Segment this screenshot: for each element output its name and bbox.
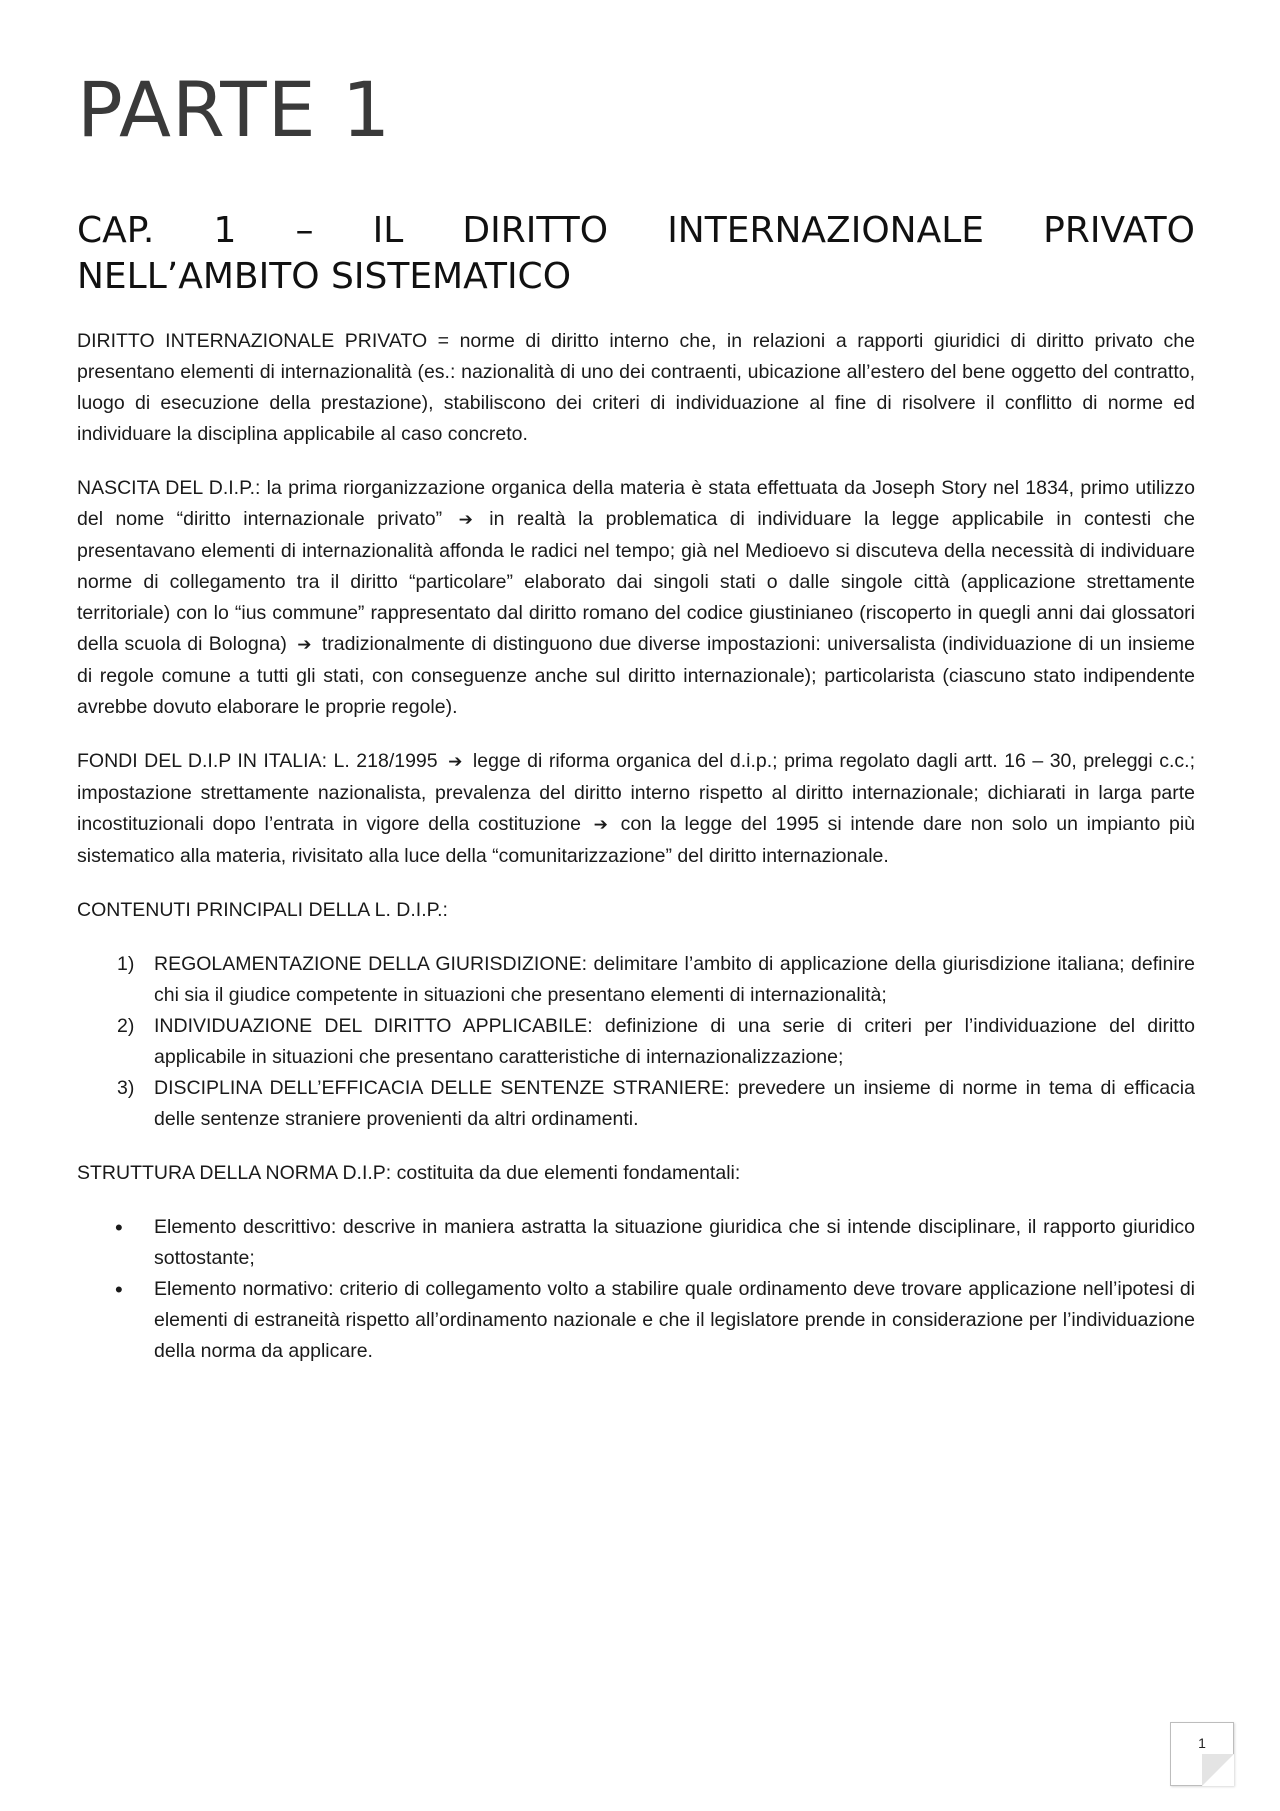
list-item [77,1011,1195,1073]
list-marker: 2) [117,1015,135,1037]
list-item-text: INDIVIDUAZIONE DEL DIRITTO APPLICABILE: definizione di una serie di criteri per l’individuazione del diritto applicabile in situazioni che presentano caratteristiche di internazionalizzazione; [154,1015,1195,1068]
list-item [77,1212,1195,1274]
chapter-title-line-2: NELL’AMBITO SISTEMATICO [77,256,572,297]
list-item [77,949,1195,1011]
arrow-right-icon: ➔ [448,752,463,772]
chapter-word: INTERNAZIONALE [667,210,985,251]
numbered-list [77,949,1195,1135]
list-marker: 1) [117,953,135,975]
list-item-text: DISCIPLINA DELL’EFFICACIA DELLE SENTENZE STRANIERE: prevedere un insieme di norme in tema di efficacia delle sentenze straniere provenienti da altri ordinamenti. [154,1077,1195,1130]
chapter-word: CAP. [77,210,155,251]
bullet-icon: • [115,1215,123,1240]
list-marker: 3) [117,1077,135,1099]
arrow-right-icon: ➔ [297,635,312,655]
paragraph-definition: DIRITTO INTERNAZIONALE PRIVATO = norme di diritto interno che, in relazioni a rapporti giuridici di diritto privato che presentano elementi di internazionalità (es.: nazionalità di uno dei contraenti, ubicazione all’estero del bene oggetto del contratto, luogo di esecuzione della prestazione), stabiliscono dei criteri di individuazione al fine di risolvere il conflitto di norme ed individuare la disciplina applicabile al caso concreto. [77,330,1195,445]
arrow-right-icon: ➔ [593,815,608,835]
chapter-word: PRIVATO [1043,210,1195,251]
bullet-icon: • [115,1277,123,1302]
paragraph-text: legge di riforma organica del d.i.p.; prima regolato dagli artt. 16 – 30, preleggi c.c.; impostazione strettamente nazionalista, prevalenza del diritto interno rispetto al diritto internazionale; dichiarati in larga parte incostituzionali dopo l’entrata in vigore della costituzione [77,750,1195,835]
chapter-word: – [295,210,314,251]
paragraph-text: con la legge del 1995 si intende dare non solo un impianto più sistematico alla materia, rivisitato alla luce della “comunitarizzazione” del diritto internazionale. [77,813,1196,867]
page-number [1170,1722,1234,1786]
page-curl-icon [1202,1754,1234,1786]
list-item [77,1274,1195,1367]
paragraph-struttura-heading: STRUTTURA DELLA NORMA D.I.P: costituita da due elementi fondamentali: [77,1162,741,1184]
list-item-text: REGOLAMENTAZIONE DELLA GIURISDIZIONE: delimitare l’ambito di applicazione della giurisdizione italiana; definire chi sia il giudice competente in situazioni che presentano elementi di internazionalità; [154,953,1195,1006]
chapter-word: IL [372,210,404,251]
arrow-right-icon: ➔ [458,510,473,530]
document-body [77,326,1195,1390]
list-item-text: Elemento descrittivo: descrive in maniera astratta la situazione giuridica che si intende disciplinare, il rapporto giuridico sottostante; [154,1216,1195,1269]
paragraph-nascita [77,473,1195,723]
chapter-word: 1 [213,210,237,251]
paragraph-text: in realtà la problematica di individuare la legge applicabile in contesti che presentavano elementi di internazionalità affonda le radici nel tempo; già nel Medioevo si discuteva della necessità di individuare norme di collegamento tra il diritto “particolare” elaborato dai singoli stati o dalle singole città (applicazione strettamente territoriale) con lo “ius commune” rappresentato dal diritto romano del codice giustinianeo (riscoperto in quegli anni dai glossatori della scuola di Bologna) [77,508,1196,655]
bullet-list [77,1212,1195,1367]
chapter-title [77,208,1195,300]
paragraph-text: NASCITA DEL D.I.P.: la prima riorganizzazione organica della materia è stata effettuata da Joseph Story nel 1834, primo utilizzo del nome “diritto internazionale privato” [77,477,1195,530]
paragraph-contenuti-heading: CONTENUTI PRINCIPALI DELLA L. D.I.P.: [77,899,448,921]
list-item-text: Elemento normativo: criterio di collegamento volto a stabilire quale ordinamento deve trovare applicazione nell’ipotesi di elementi di estraneità rispetto all’ordinamento nazionale e che il legislatore prende in considerazione per l’individuazione della norma da applicare. [154,1278,1195,1362]
list-item [77,1073,1195,1135]
page-title: PARTE 1 [77,65,392,154]
paragraph-fondi [77,746,1195,872]
page-number-label: 1 [1198,1735,1206,1751]
paragraph-text: FONDI DEL D.I.P IN ITALIA: L. 218/1995 [77,750,438,772]
chapter-title-line-1 [77,208,1195,254]
chapter-word: DIRITTO [462,210,609,251]
paragraph-text: tradizionalmente di distinguono due diverse impostazioni: universalista (individuazione di un insieme di regole comune a tutti gli stati, con conseguenze anche sul diritto internazionale); particolarista (ciascuno stato indipendente avrebbe dovuto elaborare le proprie regole). [77,633,1196,718]
